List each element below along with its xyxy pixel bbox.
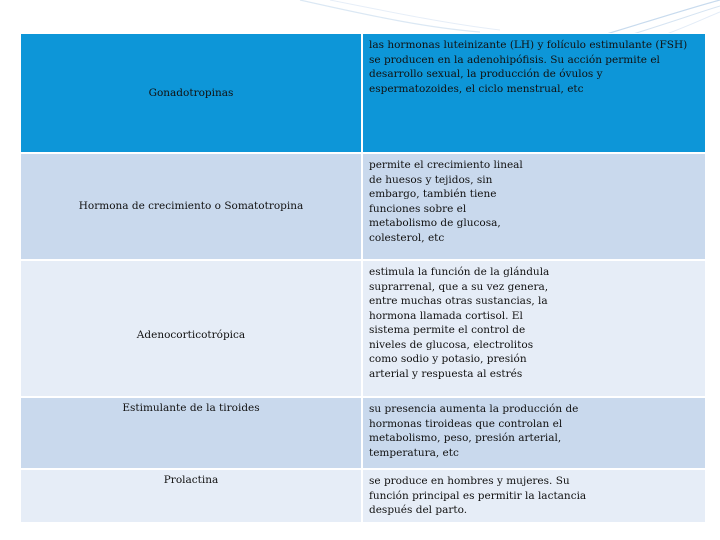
hormone-description: estimula la función de la glándula suprarrenal, que a su vez genera, entre muchas otras sustancias, la hormona llamada cortisol. El sistema permite el control de niveles de glucosa, electrolitos como sodio y potasio, presión arterial y respuesta al estrés <box>369 266 550 380</box>
hormone-description: las hormonas luteinizante (LH) y folículo estimulante (FSH) se producen en la adenohipófisis. Su acción permite el desarrollo sexual, la producción de óvulos y espermatozoides, el ciclo menstrual, etc <box>369 39 688 95</box>
table-row <box>20 469 706 523</box>
hormone-description-cell <box>362 153 706 260</box>
table-row <box>20 153 706 260</box>
hormone-description: permite el crecimiento lineal de huesos y tejidos, sin embargo, también tiene funciones sobre el metabolismo de glucosa, colesterol, etc <box>369 159 523 244</box>
hormone-name: Hormona de crecimiento o Somatotropina <box>78 200 304 213</box>
hormone-name-cell <box>20 33 362 153</box>
hormone-description-cell <box>362 397 706 469</box>
hormone-description-cell <box>362 469 706 523</box>
hormones-table <box>20 33 706 523</box>
hormone-description-cell <box>362 260 706 397</box>
hormone-name-cell <box>20 153 362 260</box>
hormone-name-cell <box>20 469 362 523</box>
hormone-description: su presencia aumenta la producción de hormonas tiroideas que controlan el metabolismo, peso, presión arterial, temperatura, etc <box>369 403 579 459</box>
hormone-description: se produce en hombres y mujeres. Su función principal es permitir la lactancia después del parto. <box>369 475 587 516</box>
table-row <box>20 397 706 469</box>
hormone-name-cell <box>20 260 362 397</box>
hormone-name: Prolactina <box>163 474 219 486</box>
hormone-name: Estimulante de la tiroides <box>122 402 260 414</box>
table-row <box>20 260 706 397</box>
hormone-name: Adenocorticotrópica <box>136 328 246 341</box>
hormone-description-cell <box>362 33 706 153</box>
hormone-name: Gonadotropinas <box>148 86 234 99</box>
table-row <box>20 33 706 153</box>
hormone-name-cell <box>20 397 362 469</box>
